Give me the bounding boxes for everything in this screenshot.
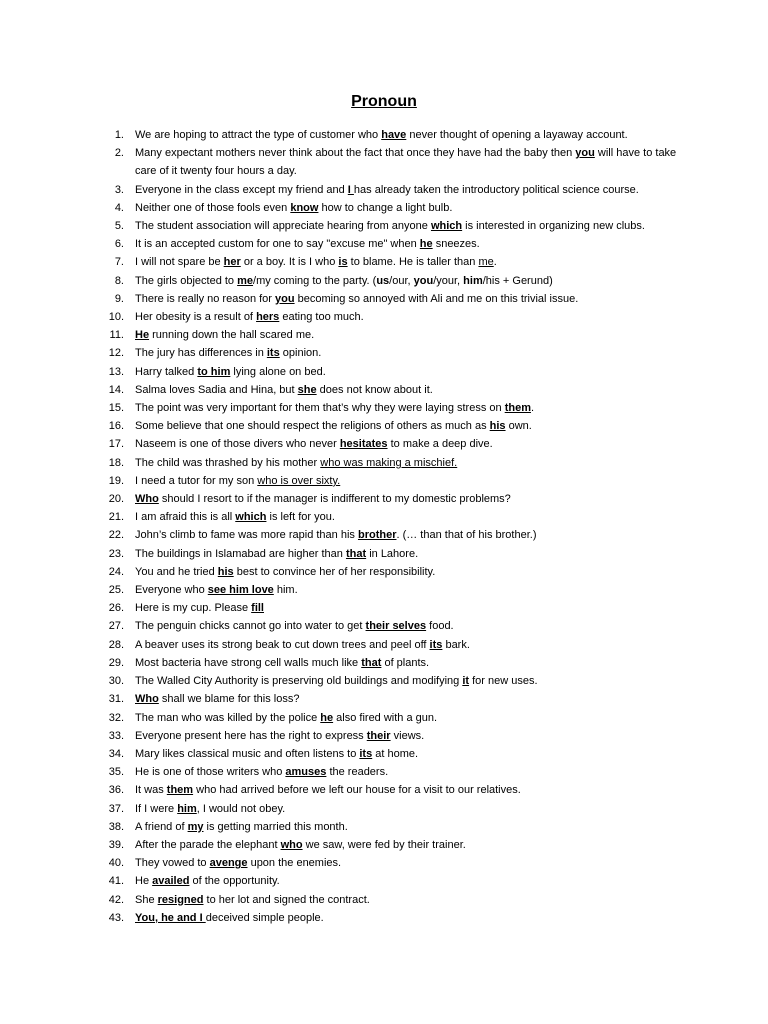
highlighted-word: its xyxy=(429,638,443,651)
sentence-text: She xyxy=(135,893,158,906)
sentence-text: A friend of xyxy=(135,820,188,833)
sentence-number: 23. xyxy=(108,547,124,560)
sentence-text: does not know about it. xyxy=(316,383,433,396)
sentence-text: lying alone on bed. xyxy=(230,365,326,378)
sentence-text: Her obesity is a result of xyxy=(135,311,257,324)
sentence-text: The student association will appreciate hearing from anyone xyxy=(135,220,431,233)
sentence-item xyxy=(101,581,681,599)
sentence-text: becoming so annoyed with Ali and me on this trivial issue. xyxy=(294,292,579,305)
sentence-number: 18. xyxy=(108,456,124,469)
sentence-text: opinion. xyxy=(279,347,322,360)
sentence-text: Neither one of those fools even xyxy=(135,201,291,214)
sentence-text: . xyxy=(493,256,497,269)
sentence-item xyxy=(101,199,681,217)
sentence-text: I will not spare be xyxy=(135,256,224,269)
highlighted-word: him xyxy=(463,274,483,287)
sentence-text: It was xyxy=(135,784,167,797)
sentence-number: 42. xyxy=(108,893,124,906)
sentence-number: 6. xyxy=(114,238,124,251)
sentence-number: 19. xyxy=(108,474,124,487)
sentence-number: 41. xyxy=(108,875,124,888)
sentence-item xyxy=(101,545,681,563)
sentence-item xyxy=(101,727,681,745)
sentence-text: food. xyxy=(426,620,454,633)
highlighted-word: know xyxy=(290,201,319,214)
sentence-item xyxy=(101,399,681,417)
sentence-item xyxy=(101,526,681,544)
sentence-number: 27. xyxy=(108,620,124,633)
sentence-list xyxy=(101,126,681,927)
sentence-number: 16. xyxy=(108,420,124,433)
sentence-text: of the opportunity. xyxy=(189,875,280,888)
highlighted-word: its xyxy=(266,347,280,360)
highlighted-word: hers xyxy=(256,311,280,324)
sentence-item xyxy=(101,253,681,271)
sentence-text: sneezes. xyxy=(432,238,480,251)
highlighted-word: that xyxy=(361,656,382,669)
highlighted-word: availed xyxy=(152,875,190,888)
highlighted-word: she xyxy=(297,383,317,396)
sentence-text: /my coming to the party. ( xyxy=(253,274,377,287)
sentence-item xyxy=(101,326,681,344)
sentence-text: Here is my cup. Please xyxy=(135,602,252,615)
highlighted-word: you xyxy=(275,292,295,305)
sentence-text: views. xyxy=(390,729,425,742)
sentence-text: After the parade the elephant xyxy=(135,838,281,851)
sentence-text: The child was thrashed by his mother xyxy=(135,456,321,469)
sentence-text: They vowed to xyxy=(135,857,210,870)
sentence-text: A beaver uses its strong beak to cut down trees and peel off xyxy=(135,638,430,651)
highlighted-word: Who xyxy=(135,693,159,706)
sentence-number: 5. xyxy=(114,220,124,233)
highlighted-word: he xyxy=(320,711,334,724)
sentence-number: 21. xyxy=(108,511,124,524)
sentence-number: 13. xyxy=(108,365,124,378)
sentence-number: 31. xyxy=(108,693,124,706)
sentence-text: , I would not obey. xyxy=(196,802,286,815)
sentence-item xyxy=(101,144,681,180)
sentence-text: Everyone who xyxy=(135,584,208,597)
sentence-item xyxy=(101,290,681,308)
highlighted-word: amuses xyxy=(285,766,327,779)
sentence-text: Mary likes classical music and often listens to xyxy=(135,747,360,760)
highlighted-word: me xyxy=(478,256,494,269)
sentence-number: 28. xyxy=(108,638,124,651)
sentence-number: 30. xyxy=(108,675,124,688)
highlighted-word: which xyxy=(430,220,463,233)
sentence-number: 14. xyxy=(108,383,124,396)
sentence-text: in Lahore. xyxy=(366,547,419,560)
sentence-item xyxy=(101,308,681,326)
highlighted-word: Who xyxy=(135,493,159,506)
sentence-number: 43. xyxy=(108,911,124,924)
sentence-text: You and he tried xyxy=(135,565,218,578)
highlighted-word: who xyxy=(280,838,303,851)
sentence-text: Harry talked xyxy=(135,365,198,378)
sentence-text: deceived simple people. xyxy=(205,911,324,924)
sentence-number: 7. xyxy=(114,256,124,269)
sentence-text: Salma loves Sadia and Hina, but xyxy=(135,383,298,396)
sentence-number: 22. xyxy=(108,529,124,542)
highlighted-word: avenge xyxy=(209,857,248,870)
highlighted-word: her xyxy=(223,256,241,269)
sentence-text: bark. xyxy=(442,638,470,651)
sentence-text: best to convince her of her responsibility. xyxy=(233,565,436,578)
page-title: Pronoun xyxy=(351,93,417,110)
highlighted-word: his xyxy=(217,565,234,578)
sentence-item xyxy=(101,454,681,472)
sentence-item xyxy=(101,181,681,199)
sentence-text: . xyxy=(530,402,535,415)
sentence-item xyxy=(101,235,681,253)
sentence-text: running down the hall scared me. xyxy=(149,329,315,342)
highlighted-word: its xyxy=(359,747,373,760)
sentence-text: to blame. He is taller than xyxy=(347,256,479,269)
sentence-number: 20. xyxy=(108,493,124,506)
sentence-text: upon the enemies. xyxy=(247,857,342,870)
sentence-item xyxy=(101,617,681,635)
sentence-text: He xyxy=(135,875,153,888)
sentence-text: He is one of those writers who xyxy=(135,766,286,779)
sentence-text: John’s climb to fame was more rapid than his xyxy=(135,529,358,542)
sentence-item xyxy=(101,363,681,381)
sentence-text: The point was very important for them that’s why they were laying stress on xyxy=(135,402,505,415)
highlighted-word: fill xyxy=(251,602,264,615)
sentence-text: The girls objected to xyxy=(135,274,238,287)
highlighted-word: their selves xyxy=(365,620,427,633)
sentence-number: 1. xyxy=(114,129,124,141)
sentence-item xyxy=(101,836,681,854)
sentence-item xyxy=(101,417,681,435)
sentence-text: /his + Gerund) xyxy=(482,274,553,287)
sentence-number: 15. xyxy=(108,402,124,415)
sentence-text: Many expectant mothers never think about the fact that once they have had the baby then xyxy=(135,147,576,160)
sentence-item xyxy=(101,818,681,836)
sentence-number: 2. xyxy=(114,147,124,160)
sentence-text: Most bacteria have strong cell walls much like xyxy=(135,656,362,669)
sentence-number: 38. xyxy=(108,820,124,833)
sentence-number: 25. xyxy=(108,584,124,597)
sentence-item xyxy=(101,599,681,617)
sentence-text: we saw, were fed by their trainer. xyxy=(302,838,466,851)
sentence-item xyxy=(101,344,681,362)
highlighted-word: you xyxy=(413,274,434,287)
sentence-number: 11. xyxy=(109,329,124,342)
sentence-number: 26. xyxy=(108,602,124,615)
sentence-text: for new uses. xyxy=(469,675,538,688)
sentence-item xyxy=(101,781,681,799)
highlighted-word: who was making a mischief. xyxy=(320,456,458,469)
sentence-item xyxy=(101,672,681,690)
highlighted-word: my xyxy=(187,820,204,833)
sentence-text: We are hoping to attract the type of customer who xyxy=(135,129,382,141)
sentence-text: It is an accepted custom for one to say "excuse me" when xyxy=(135,238,420,251)
highlighted-word: them xyxy=(166,784,194,797)
sentence-text: of plants. xyxy=(381,656,430,669)
sentence-number: 29. xyxy=(108,656,124,669)
highlighted-word: his xyxy=(489,420,506,433)
highlighted-word: you xyxy=(575,147,595,160)
sentence-item xyxy=(101,563,681,581)
sentence-text: should I resort to if the manager is indifferent to my domestic problems? xyxy=(158,493,511,506)
sentence-number: 4. xyxy=(114,201,124,214)
sentence-item xyxy=(101,745,681,763)
sentence-number: 32. xyxy=(108,711,124,724)
sentence-item xyxy=(101,909,681,927)
sentence-text: The jury has differences in xyxy=(135,347,267,360)
highlighted-word: hesitates xyxy=(339,438,388,451)
sentence-text: Some believe that one should respect the religions of others as much as xyxy=(135,420,490,433)
sentence-item xyxy=(101,636,681,654)
sentence-text: or a boy. It is I who xyxy=(240,256,339,269)
sentence-text: The penguin chicks cannot go into water to get xyxy=(135,620,366,633)
sentence-text: him. xyxy=(273,584,298,597)
highlighted-word: who is over sixty. xyxy=(257,474,341,487)
highlighted-word: which xyxy=(235,511,267,524)
sentence-item xyxy=(101,709,681,727)
sentence-text: own. xyxy=(505,420,532,433)
sentence-text: who had arrived before we left our house for a visit to our relatives. xyxy=(193,784,521,797)
highlighted-word: it xyxy=(462,675,470,688)
sentence-text: is left for you. xyxy=(266,511,335,524)
highlighted-word: is xyxy=(338,256,348,269)
highlighted-word: have xyxy=(381,129,407,141)
sentence-text: Naseem is one of those divers who never xyxy=(135,438,340,451)
sentence-item xyxy=(101,654,681,672)
highlighted-word: their xyxy=(366,729,391,742)
sentence-text: will have to take care of it twenty four hours a day. xyxy=(135,147,677,178)
sentence-number: 40. xyxy=(108,857,124,870)
sentence-text: how to change a light bulb. xyxy=(318,201,453,214)
highlighted-word: I xyxy=(347,183,354,196)
sentence-item xyxy=(101,126,681,144)
sentence-text: /our, xyxy=(389,274,414,287)
sentence-number: 39. xyxy=(108,838,124,851)
sentence-text: is interested in organizing new clubs. xyxy=(462,220,645,233)
sentence-item xyxy=(101,872,681,890)
sentence-item xyxy=(101,435,681,453)
highlighted-word: resigned xyxy=(157,893,204,906)
sentence-number: 8. xyxy=(114,274,124,287)
sentence-number: 10. xyxy=(108,311,124,324)
highlighted-word: He xyxy=(135,329,150,342)
highlighted-word: brother xyxy=(357,529,397,542)
sentence-text: I am afraid this is all xyxy=(135,511,236,524)
sentence-number: 37. xyxy=(108,802,124,815)
sentence-number: 34. xyxy=(108,747,124,760)
sentence-text: eating too much. xyxy=(279,311,364,324)
sentence-number: 12. xyxy=(108,347,124,360)
sentence-item xyxy=(101,763,681,781)
sentence-text: has already taken the introductory political science course. xyxy=(353,183,639,196)
sentence-text: to make a deep dive. xyxy=(387,438,493,451)
highlighted-word: he xyxy=(419,238,433,251)
sentence-text: The Walled City Authority is preserving old buildings and modifying xyxy=(135,675,463,688)
highlighted-word: me xyxy=(237,274,254,287)
sentence-number: 33. xyxy=(108,729,124,742)
sentence-text: at home. xyxy=(372,747,419,760)
highlighted-word: You, he and I xyxy=(135,911,206,924)
sentence-number: 9. xyxy=(114,292,124,305)
sentence-text: If I were xyxy=(135,802,178,815)
sentence-number: 17. xyxy=(108,438,124,451)
sentence-text: The man who was killed by the police xyxy=(135,711,321,724)
sentence-text: never thought of opening a layaway account. xyxy=(406,129,628,141)
highlighted-word: us xyxy=(376,274,390,287)
sentence-item xyxy=(101,490,681,508)
sentence-text: Everyone in the class except my friend and xyxy=(135,183,348,196)
highlighted-word: to him xyxy=(197,365,231,378)
sentence-text: . (… than that of his brother.) xyxy=(396,529,537,542)
sentence-text: shall we blame for this loss? xyxy=(158,693,300,706)
highlighted-word: him xyxy=(177,802,197,815)
sentence-number: 24. xyxy=(108,565,124,578)
sentence-number: 3. xyxy=(114,183,124,196)
highlighted-word: them xyxy=(504,402,531,415)
sentence-item xyxy=(101,472,681,490)
sentence-text: is getting married this month. xyxy=(203,820,348,833)
sentence-text: I need a tutor for my son xyxy=(135,474,258,487)
sentence-item xyxy=(101,381,681,399)
highlighted-word: that xyxy=(345,547,367,560)
sentence-number: 36. xyxy=(108,784,124,797)
sentence-text: the readers. xyxy=(326,766,389,779)
sentence-text: Everyone present here has the right to express xyxy=(135,729,367,742)
sentence-text: to her lot and signed the contract. xyxy=(203,893,370,906)
sentence-number: 35. xyxy=(108,766,124,779)
sentence-item xyxy=(101,272,681,290)
sentence-item xyxy=(101,800,681,818)
sentence-item xyxy=(101,217,681,235)
sentence-item xyxy=(101,891,681,909)
sentence-item xyxy=(101,854,681,872)
sentence-text: also fired with a gun. xyxy=(333,711,438,724)
sentence-item xyxy=(101,690,681,708)
sentence-text: /your, xyxy=(433,274,464,287)
highlighted-word: see him love xyxy=(207,584,274,597)
sentence-text: The buildings in Islamabad are higher than xyxy=(135,547,346,560)
sentence-text: There is really no reason for xyxy=(135,292,276,305)
sentence-item xyxy=(101,508,681,526)
